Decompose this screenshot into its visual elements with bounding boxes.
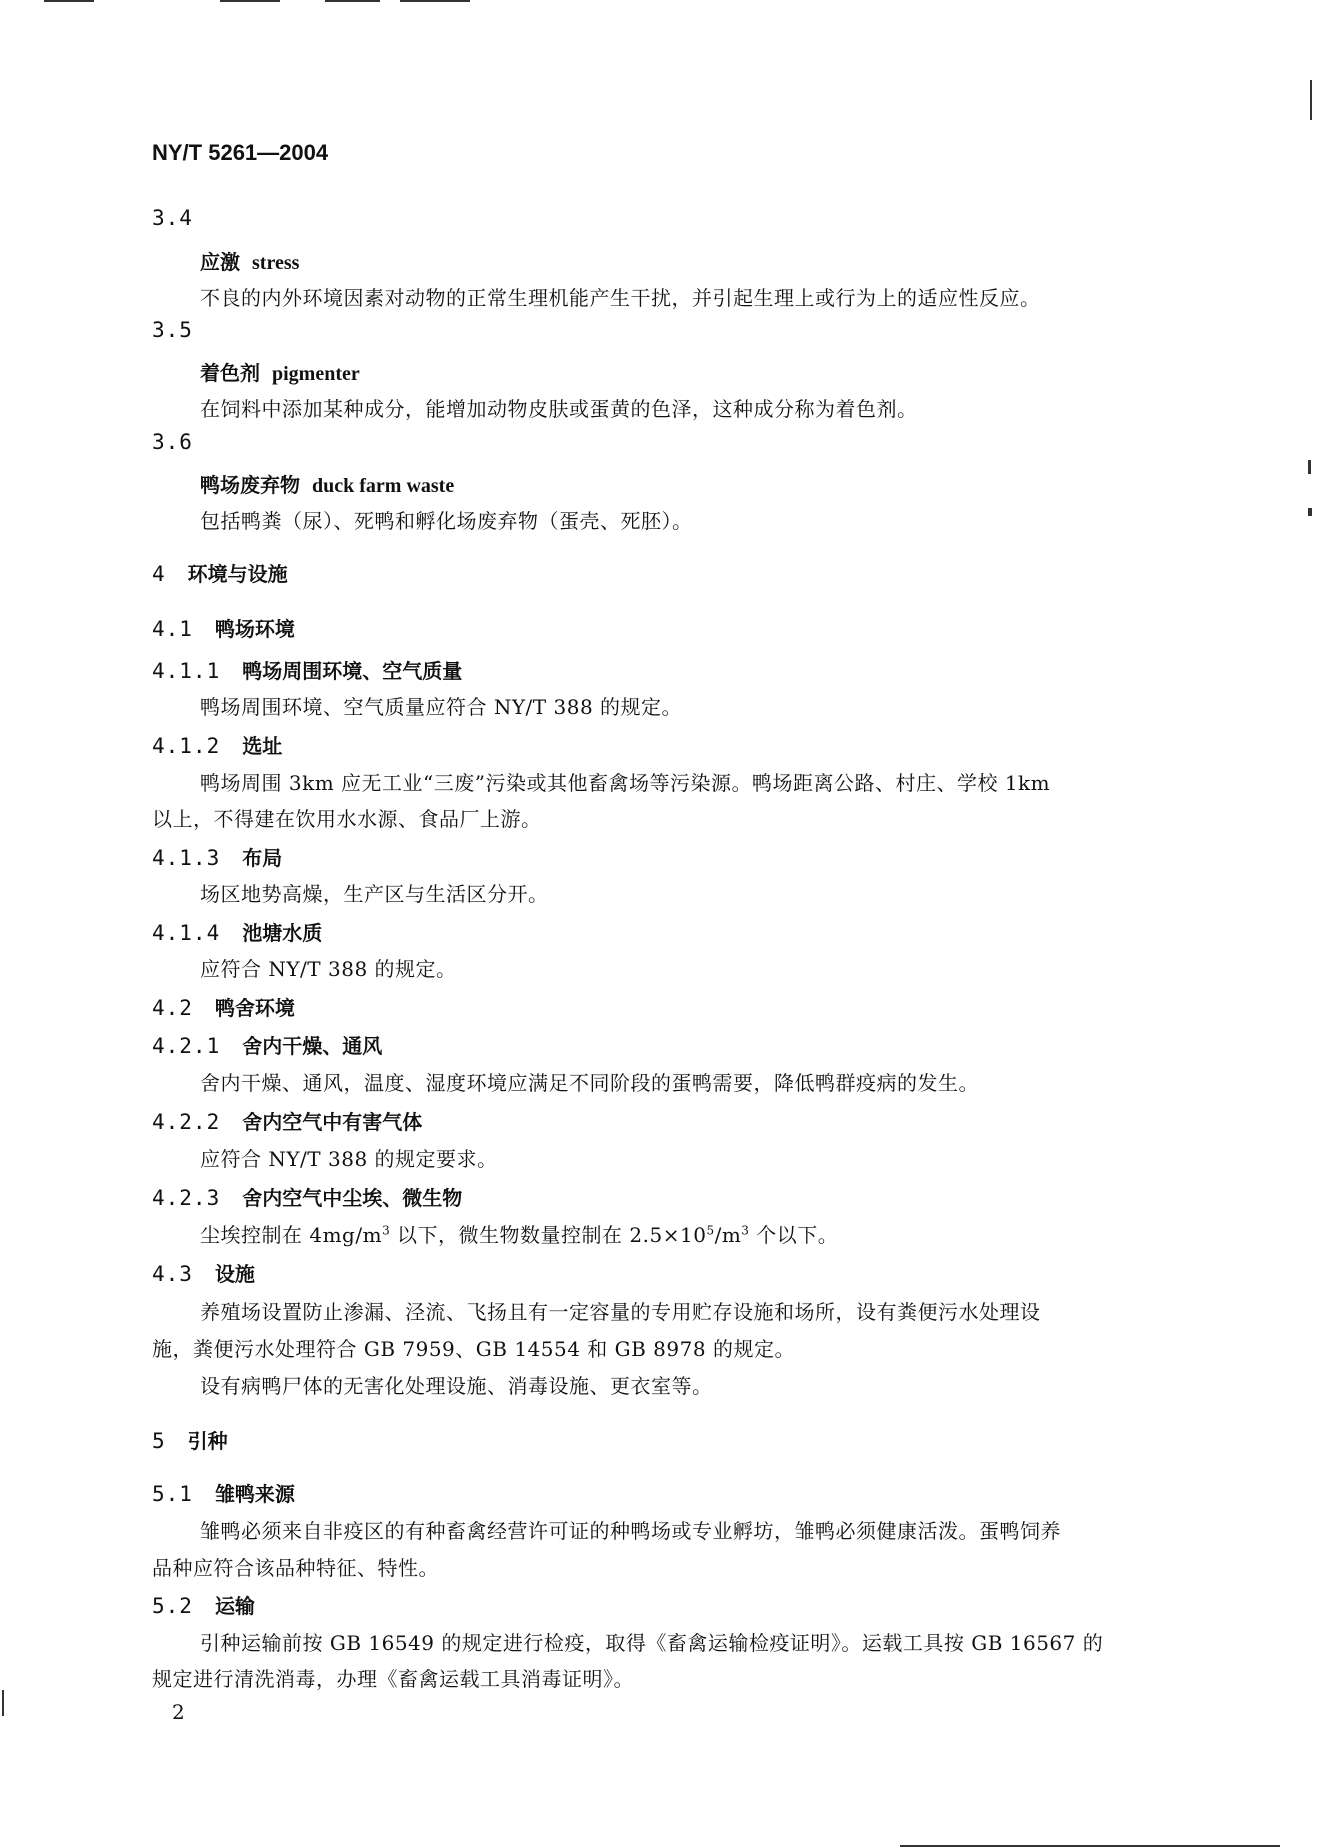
clause-text: 舍内干燥、通风，温度、湿度环境应满足不同阶段的蛋鸭需要，降低鸭群疫病的发生。: [200, 1071, 979, 1095]
text-part: /m: [714, 1223, 742, 1247]
definition-text: 在饲料中添加某种成分，能增加动物皮肤或蛋黄的色泽，这种成分称为着色剂。: [200, 397, 918, 421]
clause-text: 施，粪便污水处理符合 GB 7959、GB 14554 和 GB 8978 的规定。: [152, 1337, 795, 1361]
clause-number: 4.2: [152, 996, 193, 1020]
clause-number: 4.1.4: [152, 921, 221, 945]
clause-heading: [152, 1106, 422, 1135]
superscript: 3: [741, 1223, 750, 1238]
clause-text: 鸭场周围 3km 应无工业“三废”污染或其他畜禽场等污染源。鸭场距离公路、村庄、学校 1km: [200, 771, 1051, 795]
clause-number: 4.1.2: [152, 734, 221, 758]
clause-text: 应符合 NY/T 388 的规定要求。: [200, 1147, 498, 1171]
clause-text: 鸭场周围环境、空气质量应符合 NY/T 388 的规定。: [200, 695, 683, 719]
scan-edge-mark: [325, 0, 380, 2]
clause-heading: [152, 1030, 382, 1059]
clause-text: 规定进行清洗消毒，办理《畜禽运载工具消毒证明》。: [152, 1667, 634, 1691]
clause-heading: [152, 730, 282, 759]
clause-title: 鸭场环境: [214, 617, 295, 641]
clause-title: 舍内干燥、通风: [242, 1034, 383, 1058]
clause-heading: [152, 1590, 255, 1619]
clause-number: 4.1.3: [152, 846, 221, 870]
term-en: stress: [252, 252, 300, 274]
definition-text: 不良的内外环境因素对动物的正常生理机能产生干扰，并引起生理上或行为上的适应性反应。: [200, 286, 1041, 310]
clause-text: [200, 1219, 838, 1248]
clause-heading: [152, 992, 295, 1021]
clause-number: 4.2.2: [152, 1110, 221, 1134]
scan-edge-mark: [1310, 80, 1312, 120]
scan-edge-mark: [900, 1845, 1280, 1847]
clause-text: 应符合 NY/T 388 的规定。: [200, 957, 457, 981]
clause-heading: [152, 1478, 295, 1507]
scan-edge-mark: [1308, 508, 1312, 516]
clause-number: 3.5: [152, 318, 193, 342]
term-en: pigmenter: [272, 363, 360, 385]
clause-number: 4.2.1: [152, 1034, 221, 1058]
clause-title: 运输: [214, 1594, 255, 1618]
term-heading: [200, 246, 299, 275]
clause-text: 雏鸭必须来自非疫区的有种畜禽经营许可证的种鸭场或专业孵坊，雏鸭必须健康活泼。蛋鸭饲养: [200, 1519, 1061, 1543]
clause-heading: [152, 1258, 255, 1287]
clause-title: 雏鸭来源: [214, 1482, 295, 1506]
clause-number: 5.1: [152, 1482, 193, 1506]
clause-heading: [152, 917, 322, 946]
clause-text: 场区地势高燥，生产区与生活区分开。: [200, 882, 549, 906]
term-zh: 鸭场废弃物: [200, 473, 300, 497]
section-number: 4: [152, 562, 166, 586]
superscript: 5: [706, 1223, 715, 1238]
clause-title: 鸭舍环境: [214, 996, 295, 1020]
clause-number: 4.1: [152, 617, 193, 641]
clause-heading: [152, 655, 462, 684]
term-zh: 着色剂: [200, 361, 260, 385]
scan-edge-mark: [44, 0, 94, 2]
clause-text: 品种应符合该品种特征、特性。: [152, 1556, 439, 1580]
section-number: 5: [152, 1429, 166, 1453]
section-title: 引种: [187, 1429, 228, 1453]
clause-heading: [152, 613, 295, 642]
section-heading: [152, 1425, 228, 1454]
clause-title: 选址: [242, 734, 283, 758]
clause-heading: [152, 842, 282, 871]
clause-title: 鸭场周围环境、空气质量: [242, 659, 463, 683]
text-part: 以下，微生物数量控制在 2.5×10: [390, 1223, 707, 1247]
section-title: 环境与设施: [187, 562, 288, 586]
term-heading: [200, 357, 360, 386]
section-heading: [152, 558, 288, 587]
superscript: 3: [382, 1223, 391, 1238]
definition-text: 包括鸭粪（尿）、死鸭和孵化场废弃物（蛋壳、死胚）。: [200, 509, 693, 533]
clause-number: 3.4: [152, 206, 193, 230]
clause-title: 布局: [242, 846, 283, 870]
clause-title: 舍内空气中有害气体: [242, 1110, 423, 1134]
text-part: 个以下。: [749, 1223, 839, 1247]
clause-title: 舍内空气中尘埃、微生物: [242, 1186, 463, 1210]
clause-text: 以上，不得建在饮用水水源、食品厂上游。: [152, 807, 542, 831]
clause-title: 池塘水质: [242, 921, 323, 945]
clause-heading: [152, 1182, 462, 1211]
clause-number: 3.6: [152, 430, 193, 454]
clause-text: 养殖场设置防止渗漏、泾流、飞扬且有一定容量的专用贮存设施和场所，设有粪便污水处理设: [200, 1300, 1041, 1324]
scan-edge-mark: [1308, 460, 1311, 474]
clause-number: 5.2: [152, 1594, 193, 1618]
standard-code: NY/T 5261—2004: [152, 140, 329, 165]
scan-edge-mark: [2, 1690, 4, 1716]
term-zh: 应激: [200, 250, 240, 274]
term-en: duck farm waste: [312, 475, 455, 497]
text-part: 尘埃控制在 4mg/m: [200, 1223, 383, 1247]
term-heading: [200, 469, 454, 498]
page-number: 2: [172, 1700, 185, 1724]
clause-title: 设施: [214, 1262, 255, 1286]
scan-edge-mark: [220, 0, 280, 2]
clause-text: 引种运输前按 GB 16549 的规定进行检疫，取得《畜禽运输检疫证明》。运载工具按 GB 16567 的: [200, 1631, 1104, 1655]
clause-number: 4.3: [152, 1262, 193, 1286]
clause-number: 4.1.1: [152, 659, 221, 683]
scan-edge-mark: [400, 0, 470, 2]
clause-number: 4.2.3: [152, 1186, 221, 1210]
clause-text: 设有病鸭尸体的无害化处理设施、消毒设施、更衣室等。: [200, 1374, 713, 1398]
